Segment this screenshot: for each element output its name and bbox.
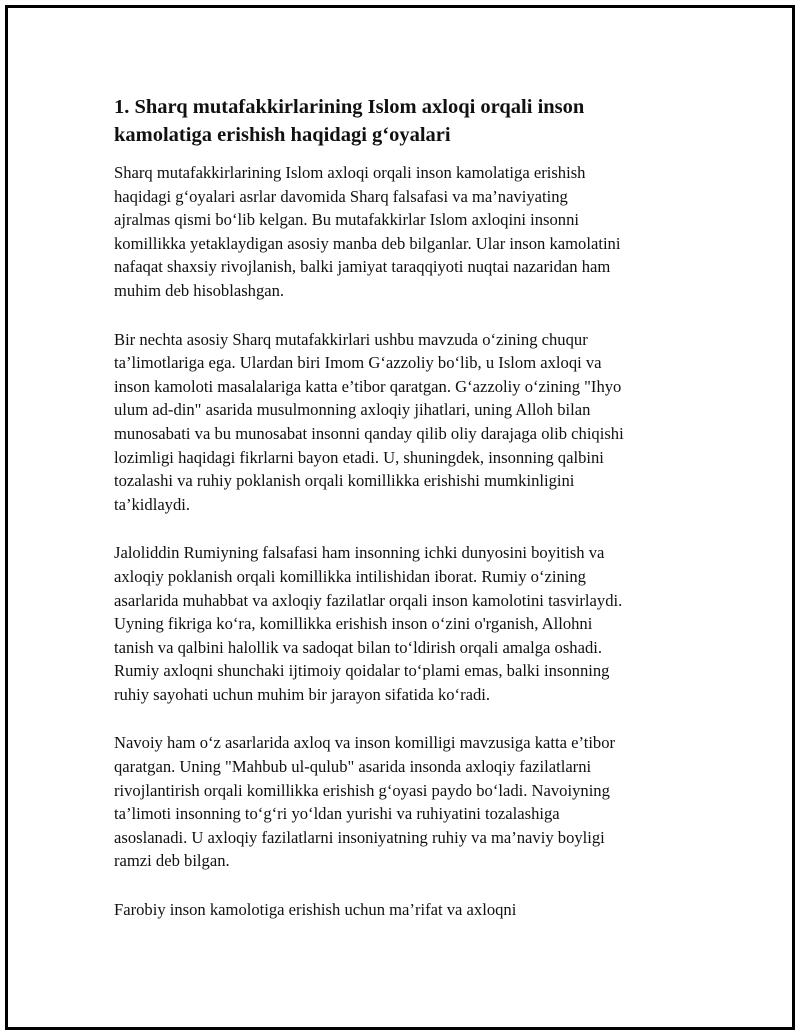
paragraph-2: Bir nechta asosiy Sharq mutafakkirlari ushbu mavzuda o‘zining chuqur ta’limotlariga ega. Ulardan biri Imom G‘azzoliy bo‘lib, u Islom axloqi va inson kamoloti masalalariga katta e’tibor qaratgan. G‘azzoliy o‘zining "Ihyo ulum ad-din" asarida musulmonning axloqiy jihatlari, uning Alloh bilan munosabati va bu munosabat insonni qanday qilib oliy darajaga olib chiqishi lozimligi haqidagi fikrlarni bayon etadi. U, shuningdek, insonning qalbini tozalashi va ruhiy poklanish orqali komillikka erishishi mumkinligini ta’kidlaydi. — [114, 329, 624, 514]
paragraph-5: Farobiy inson kamolotiga erishish uchun ma’rifat va axloqni — [114, 900, 517, 920]
paragraph-4: Navoiy ham o‘z asarlarida axloq va inson komilligi mavzusiga katta e’tibor qaratgan. Uning "Mahbub ul-qulub" asarida insonda axloqiy fazilatlarni rivojlantirish orqali komillikka erishish g‘oyasi paydo bo‘ladi. Navoiyning ta’limoti insonning to‘g‘ri yo‘ldan yurishi va ruhiyatini tozalashiga asoslanadi. U axloqiy fazilatlarni insoniyatning ruhiy va ma’naviy boyligi ramzi deb bilgan. — [114, 733, 616, 871]
paragraph-3: Jaloliddin Rumiyning falsafasi ham insonning ichki dunyosini boyitish va axloqiy poklanish orqali komillikka intilishidan iborat. Rumiy o‘zining asarlarida muhabbat va axloqiy fazilatlar orqali inson kamolotini tasvirlaydi. Uyning fikriga ko‘ra, komillikka erishish inson o‘zini o'rganish, Allohni tanish va qalbini halollik va sadoqat bilan to‘ldirish orqali amalga oshadi. Rumiy axloqni shunchaki ijtimoiy qoidalar to‘plami emas, balki insonning ruhiy sayohati uchun muhim bir jarayon sifatida ko‘radi. — [114, 543, 623, 704]
document-body — [114, 93, 694, 947]
section-heading: 1. Sharq mutafakkirlarining Islom axloqi orqali inson kamolatiga erishish haqidagi g‘oyalari — [114, 96, 585, 146]
paragraph-1: Sharq mutafakkirlarining Islom axloqi orqali inson kamolatiga erishish haqidagi g‘oyalari asrlar davomida Sharq falsafasi va ma’naviyating ajralmas qismi bo‘lib kelgan. Bu mutafakkirlar Islom axloqini insonni komillikka yetaklaydigan asosiy manba deb bilganlar. Ular inson kamolatini nafaqat shaxsiy rivojlanish, balki jamiyat taraqqiyoti nuqtai nazaridan ham muhim deb hisoblashgan. — [114, 163, 621, 300]
